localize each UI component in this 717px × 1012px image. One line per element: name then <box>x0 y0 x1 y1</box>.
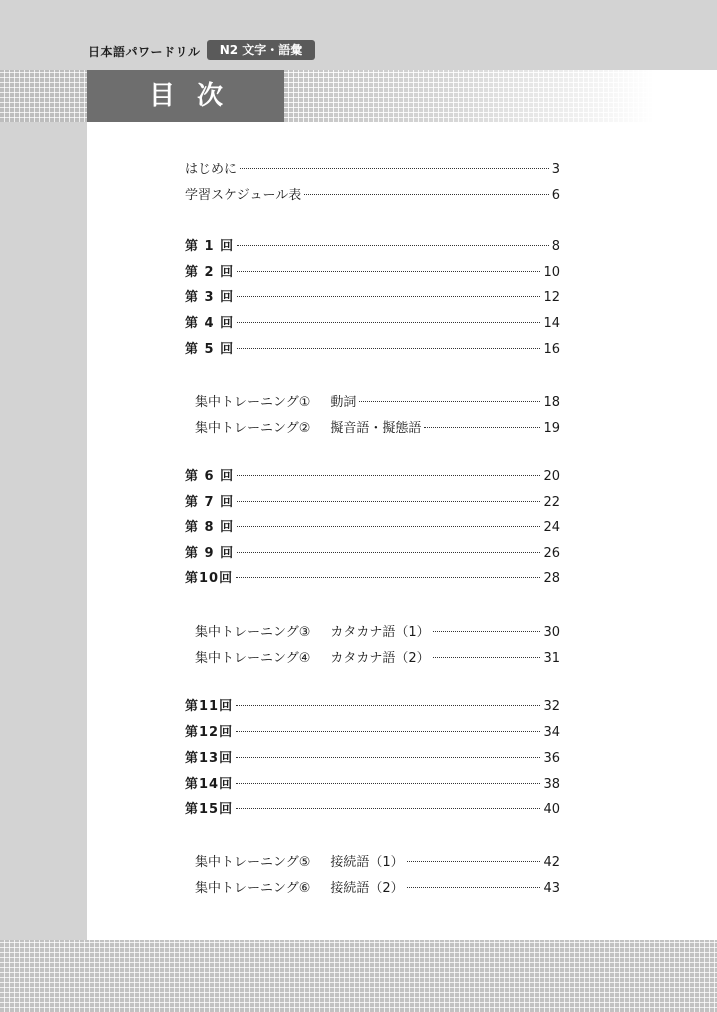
toc-entry-label: 第 5 回 <box>185 342 235 357</box>
toc-entry-label: 第 7 回 <box>185 495 235 510</box>
toc-entry-page: 31 <box>543 651 560 666</box>
toc-entry-label: 第 3 回 <box>185 290 235 305</box>
dot-leader <box>236 731 540 732</box>
toc-entry-page: 42 <box>543 855 560 870</box>
dot-leader <box>236 705 540 706</box>
toc-entry-page: 38 <box>543 777 560 792</box>
toc-entry-label: 第 9 回 <box>185 546 235 561</box>
dot-leader <box>237 475 540 476</box>
toc-entry-page: 10 <box>543 265 560 280</box>
toc-entry-label: 集中トレーニング③ <box>195 625 311 640</box>
toc-entry-page: 36 <box>543 751 560 766</box>
dot-leader <box>237 296 540 297</box>
toc-entry-lesson[interactable] <box>185 264 560 282</box>
toc-entry-lesson[interactable] <box>185 289 560 307</box>
toc-entry-lesson[interactable] <box>185 545 560 563</box>
toc-entry-topic: 擬音語・擬態語 <box>330 421 422 436</box>
toc-entry-label: 第10回 <box>185 571 234 586</box>
dot-leader <box>236 783 540 784</box>
dot-leader <box>433 657 541 658</box>
toc-entry-topic: 接続語（1） <box>330 855 404 870</box>
page-title: 目次 <box>87 70 284 122</box>
toc-entry-label: 集中トレーニング⑥ <box>195 881 311 896</box>
table-of-contents <box>185 0 560 1012</box>
dot-leader <box>240 168 549 169</box>
dot-leader <box>359 401 540 402</box>
toc-entry-label: 第15回 <box>185 802 234 817</box>
toc-entry-page: 26 <box>543 546 560 561</box>
dot-leader <box>237 271 540 272</box>
toc-entry-page: 16 <box>543 342 560 357</box>
toc-entry-label: はじめに <box>185 162 238 177</box>
toc-entry-label: 第 4 回 <box>185 316 235 331</box>
dot-leader <box>237 526 540 527</box>
toc-entry-training[interactable] <box>195 624 560 642</box>
dot-leader <box>433 631 541 632</box>
dot-leader <box>304 194 548 195</box>
toc-entry-lesson[interactable] <box>185 776 560 794</box>
toc-entry-label: 集中トレーニング⑤ <box>195 855 311 870</box>
dot-leader <box>237 501 540 502</box>
toc-entry-lesson[interactable] <box>185 750 560 768</box>
dot-leader <box>237 322 540 323</box>
level-badge: N2 文字・語彙 <box>207 40 315 60</box>
dot-leader <box>237 552 540 553</box>
toc-entry-topic: カタカナ語（2） <box>330 651 430 666</box>
toc-entry-lesson[interactable] <box>185 724 560 742</box>
toc-entry-training[interactable] <box>195 420 560 438</box>
toc-entry-label: 集中トレーニング① <box>195 395 311 410</box>
toc-entry-label: 第 6 回 <box>185 469 235 484</box>
toc-entry-page: 19 <box>543 421 560 436</box>
toc-entry-page: 28 <box>543 571 560 586</box>
dot-leader <box>236 757 540 758</box>
dot-leader <box>236 577 540 578</box>
toc-entry-lesson[interactable] <box>185 519 560 537</box>
dot-leader <box>407 861 541 862</box>
dot-leader <box>407 887 541 888</box>
toc-entry-label: 集中トレーニング④ <box>195 651 311 666</box>
toc-entry-page: 40 <box>543 802 560 817</box>
toc-entry-label: 第 2 回 <box>185 265 235 280</box>
toc-entry-label: 第14回 <box>185 777 234 792</box>
toc-entry-page: 22 <box>543 495 560 510</box>
toc-entry-page: 43 <box>543 881 560 896</box>
toc-entry-lesson[interactable] <box>185 315 560 333</box>
toc-entry-label: 学習スケジュール表 <box>185 188 302 203</box>
toc-entry-training[interactable] <box>195 854 560 872</box>
toc-entry-page: 30 <box>543 625 560 640</box>
dot-leader <box>236 808 540 809</box>
dot-leader <box>424 427 540 428</box>
toc-entry-lesson[interactable] <box>185 494 560 512</box>
toc-entry-page: 12 <box>543 290 560 305</box>
toc-entry-lesson[interactable] <box>185 570 560 588</box>
toc-entry-training[interactable] <box>195 650 560 668</box>
toc-entry-page: 20 <box>543 469 560 484</box>
toc-entry-lesson[interactable] <box>185 468 560 486</box>
toc-entry-label: 第 8 回 <box>185 520 235 535</box>
toc-entry-page: 32 <box>543 699 560 714</box>
toc-entry-label: 第12回 <box>185 725 234 740</box>
toc-entry-topic: 動詞 <box>330 395 357 410</box>
toc-entry-training[interactable] <box>195 880 560 898</box>
series-title: 日本語パワードリル <box>88 45 201 59</box>
left-margin-band <box>0 70 87 940</box>
toc-entry-training[interactable] <box>195 394 560 412</box>
dot-leader <box>237 245 549 246</box>
toc-entry-page: 8 <box>551 239 560 254</box>
toc-entry-lesson[interactable] <box>185 698 560 716</box>
toc-entry-page: 18 <box>543 395 560 410</box>
toc-entry-page: 6 <box>551 188 560 203</box>
toc-entry-lesson[interactable] <box>185 801 560 819</box>
toc-entry-label: 集中トレーニング② <box>195 421 311 436</box>
toc-entry-label: 第13回 <box>185 751 234 766</box>
toc-entry-label: 第 1 回 <box>185 239 235 254</box>
toc-entry-schedule[interactable] <box>185 187 560 205</box>
toc-entry-lesson[interactable] <box>185 238 560 256</box>
toc-entry-topic: カタカナ語（1） <box>330 625 430 640</box>
toc-entry-label: 第11回 <box>185 699 234 714</box>
toc-entry-page: 14 <box>543 316 560 331</box>
toc-entry-page: 3 <box>551 162 560 177</box>
toc-entry-page: 24 <box>543 520 560 535</box>
decorative-grid-left <box>0 70 87 122</box>
toc-entry-lesson[interactable] <box>185 341 560 359</box>
toc-entry-page: 34 <box>543 725 560 740</box>
dot-leader <box>237 348 540 349</box>
toc-entry-topic: 接続語（2） <box>330 881 404 896</box>
toc-entry-intro[interactable] <box>185 161 560 179</box>
